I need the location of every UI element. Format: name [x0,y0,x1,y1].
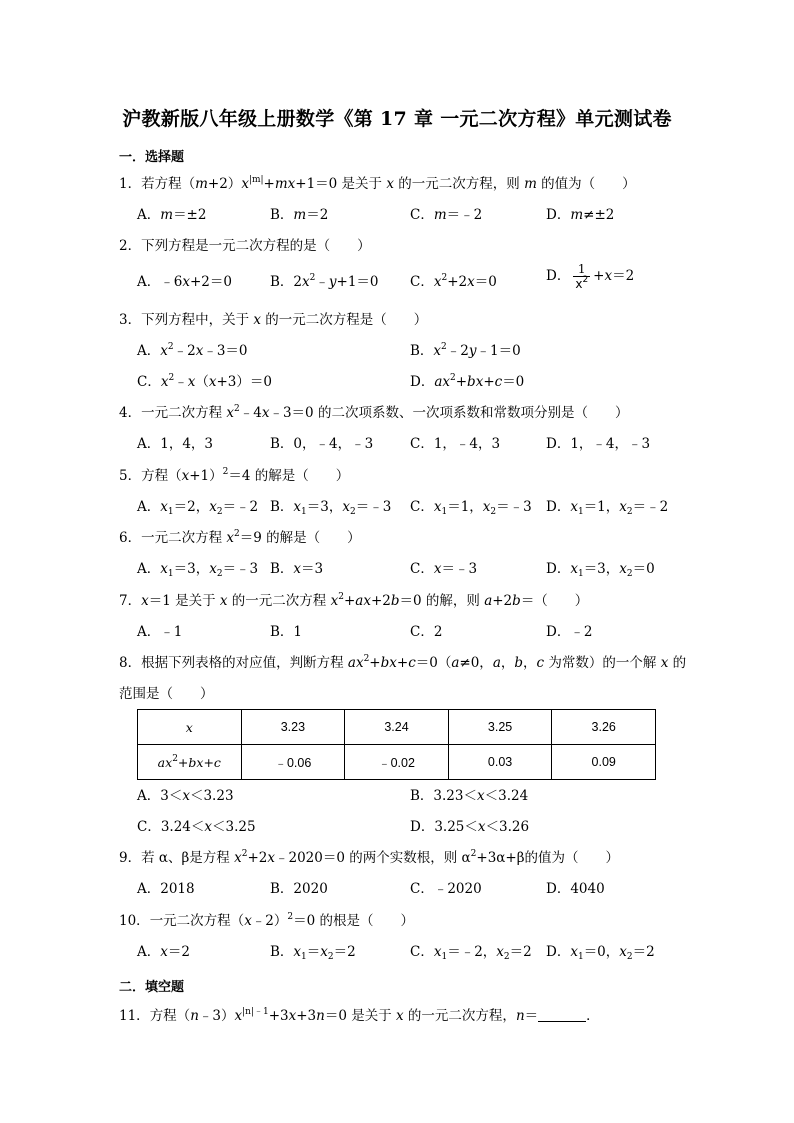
option-c: C．m＝﹣2 [410,207,483,223]
option-b: B．x＝3 [270,561,324,577]
option-d: D．4040 [546,881,605,897]
option-c: C．2 [410,624,443,640]
fraction: $\frac{1}{x^2}$ [575,262,589,291]
option-b: B．m＝2 [270,207,329,223]
option-d: D．$ax^2+bx+c=0$ [410,373,525,390]
option-d: D．1，﹣4，﹣3 [546,436,651,452]
option-c: C．3.24＜x＜3.25 [137,819,256,835]
question-11: 11．方程$(n﹣3)x^{|n|﹣1}+3x+3n=0$ 是关于 x 的一元二次方程，n＝ ． [119,1007,600,1024]
section-heading-fill: 二．填空题 [119,980,185,995]
option-a: A．$x^2﹣2x﹣3=0$ [137,342,248,359]
question-7-options [137,622,677,642]
question-3: 3．下列方程中，关于 x 的一元二次方程是（ ） [119,312,428,328]
option-b: B．3.23＜x＜3.24 [410,788,529,804]
table-row [138,710,656,745]
option-c: C．$x^2+2x=0$ [410,273,497,290]
table-cell: 0.03 [448,745,552,780]
option-a: A．2018 [137,881,195,897]
question-1: 1．若方程$(m+2)x^{|m|}+mx+1=0$ 是关于 x 的一元二次方程，则 m 的值为（ ） [119,175,636,192]
question-5: 5．方程$(x+1)^2=4$ 的解是（ ） [119,467,350,484]
question-10-options [137,942,677,962]
question-8-line2: 范围是（ ） [119,686,214,702]
option-a: A．m＝±2 [137,207,207,223]
table-cell: 3.26 [552,710,656,745]
option-c: C．﹣2020 [410,881,482,897]
value-table [137,709,656,780]
option-c: C．1，﹣4，3 [410,436,501,452]
question-8-options-row2 [137,817,677,837]
table-cell: 0.09 [552,745,656,780]
question-9: 9．若 α、β是方程 $x^2+2x﹣2020=0$ 的两个实数根，则 $\alpha^2+3\alpha+\beta$的值为（ ） [119,849,620,866]
option-a: A．﹣6x+2＝0 [137,274,232,290]
question-7: 7．x＝1 是关于 x 的一元二次方程 $x^2+ax+2b=0$ 的解，则 a+2b＝（ ） [119,592,589,609]
answer-blank[interactable] [538,1007,586,1022]
question-2-options [137,262,677,292]
option-d: D．$x_1=3$，$x_2=0$ [546,561,655,579]
option-b: B．1 [270,624,303,640]
option-b: B．$x_1=x_2=2$ [270,944,356,962]
table-cell: ﹣0.02 [345,745,449,780]
question-5-options [137,497,677,517]
question-8: 8．根据下列表格的对应值，判断方程 $ax^2+bx+c=0(a\ne 0$，a，b，c 为常数）的一个解 x 的 [119,654,687,671]
question-3-options-row2 [137,372,677,392]
option-d: D．$x_1=0$，$x_2=2$ [546,944,655,962]
option-a: A．3＜x＜3.23 [137,788,234,804]
section-heading-choice: 一．选择题 [119,150,185,165]
question-6: 6．一元二次方程 $x^2=9$ 的解是（ ） [119,529,361,546]
option-a: A．1，4，3 [137,436,214,452]
question-8-options-row1 [137,786,677,806]
table-cell: ﹣0.06 [241,745,345,780]
option-d: D．3.25＜x＜3.26 [410,819,530,835]
question-4: 4．一元二次方程 $x^2﹣4x﹣3=0$ 的二次项系数、一次项系数和常数项分别是（ ） [119,404,629,421]
option-a: A．x＝2 [137,944,190,960]
table-cell: 3.23 [241,710,345,745]
option-c: C．$x^2﹣x(x+3)=0$ [137,373,272,390]
option-c: C．$x_1=﹣2$，$x_2=2$ [410,944,532,962]
option-d: D． $\frac{1}{x^2}$ +x＝2 [546,262,635,291]
question-6-options [137,559,677,579]
option-a: A．$x_1=2$，$x_2=﹣2$ [137,499,259,517]
option-c: C．x＝﹣3 [410,561,478,577]
table-row [138,745,656,780]
table-cell: x [138,710,242,745]
option-b: B．0，﹣4，﹣3 [270,436,374,452]
page-title: 沪教新版八年级上册数学《第 17 章 一元二次方程》单元测试卷 [122,108,672,130]
option-a: A．﹣1 [137,624,183,640]
question-2: 2．下列方程是一元二次方程的是（ ） [119,238,371,254]
option-d: D．m≠±2 [546,207,615,223]
question-10: 10．一元二次方程（x﹣2）$^2$＝0 的根是（ ） [119,912,415,929]
question-9-options [137,879,677,899]
table-cell: 3.24 [345,710,449,745]
question-1-options [137,205,677,225]
question-3-options-row1 [137,341,677,361]
option-d: D．$x_1=1$，$x_2=﹣2$ [546,499,669,517]
option-b: B．$x_1=3$，$x_2=﹣3$ [270,499,392,517]
question-4-options [137,434,677,454]
option-d: D．﹣2 [546,624,593,640]
option-b: B．$2x^2﹣y+1=0$ [270,273,379,290]
table-cell: $ax^2+bx+c$ [138,745,242,780]
table-cell: 3.25 [448,710,552,745]
option-c: C．$x_1=1$，$x_2=﹣3$ [410,499,532,517]
option-b: B．$x^2﹣2y﹣1=0$ [410,342,521,359]
option-b: B．2020 [270,881,328,897]
option-a: A．$x_1=3$，$x_2=﹣3$ [137,561,259,579]
